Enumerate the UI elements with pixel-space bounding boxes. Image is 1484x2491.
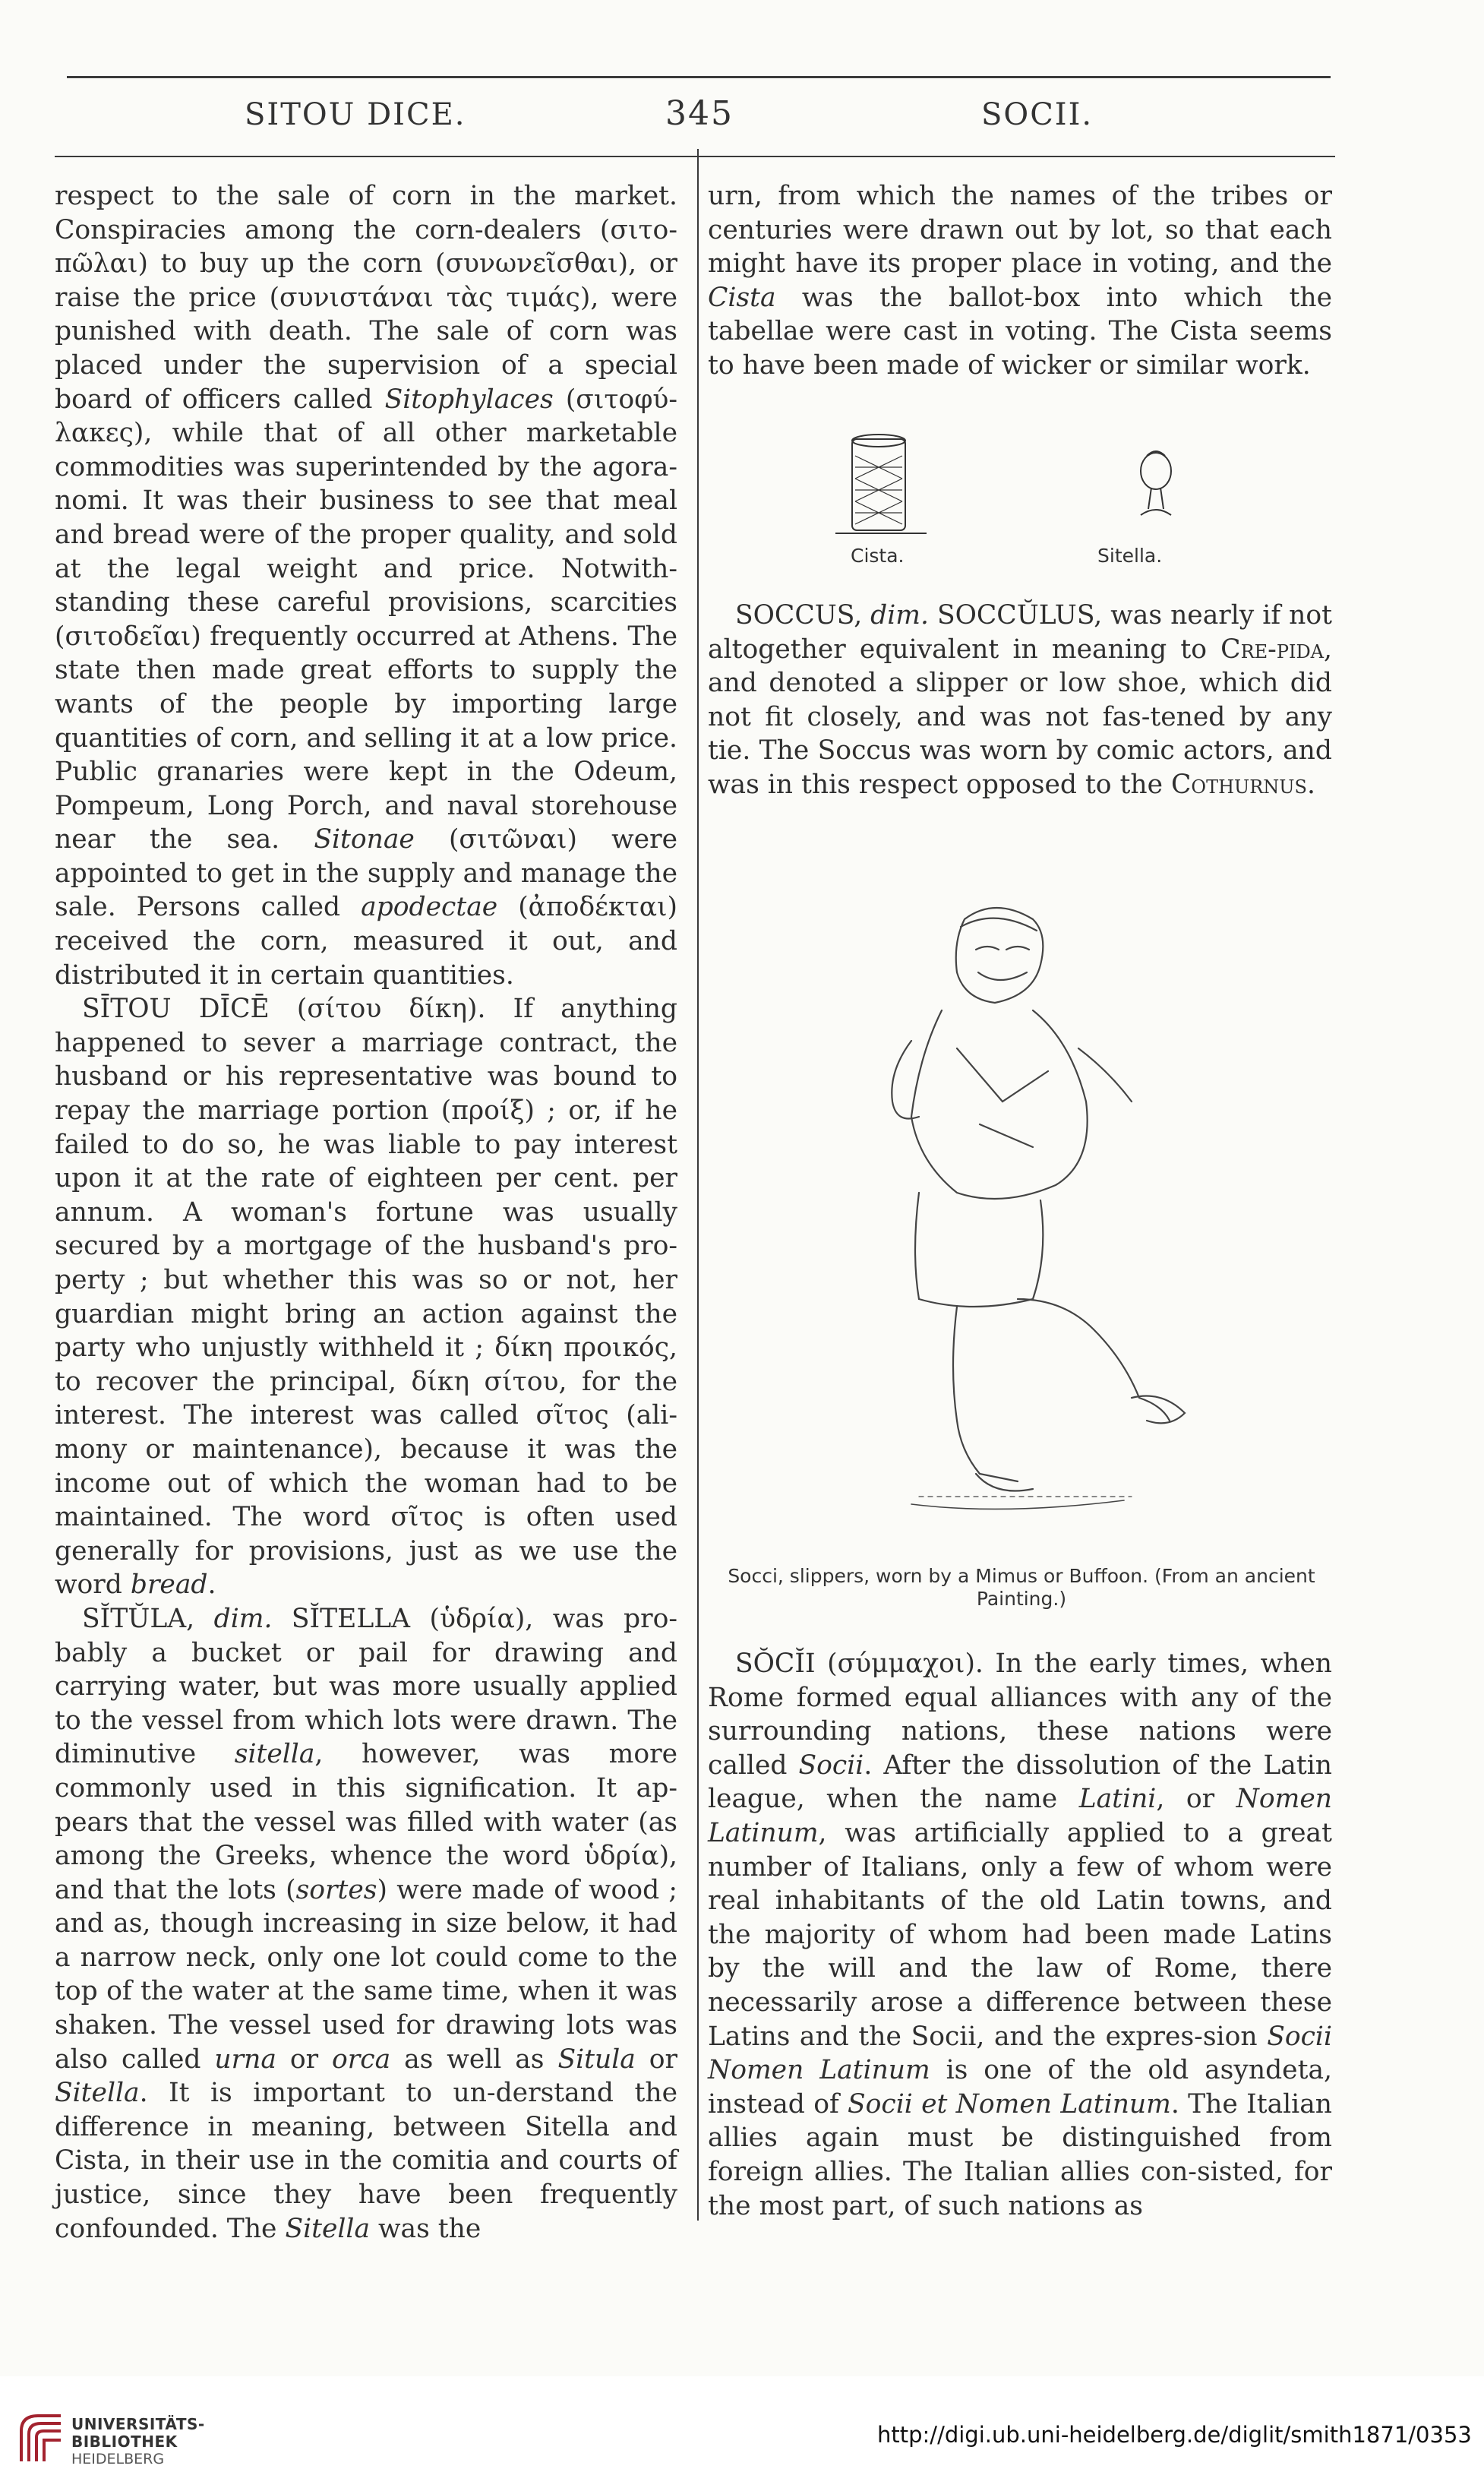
header-rule xyxy=(55,156,1335,157)
left-column xyxy=(55,179,677,2246)
sitella-illustration xyxy=(1141,451,1171,515)
buffoon-figure xyxy=(805,874,1230,1542)
paragraph-corn-market: respect to the sale of corn in the market. Conspiracies among the corn-dealers (σιτο-πῶλαι) to buy up the corn (συνωνεῖσθαι), or raise the price (συνιστάναι τὰς τιμάς), were punished with death. The sale of corn was placed under the supervision of a special board of officers called Sitophylaces (σιτοφύ-λακες), while that of all other marketable commodities was superintended by the agora-nomi. It was their business to see that meal and bread were of the proper quality, and sold at the legal weight and price. Notwith-standing these careful provisions, scarcities (σιτοδεῖαι) frequently occurred at Athens. The state then made great efforts to supply the wants of the people by importing large quantities of corn, and selling it at a low price. Public granaries were kept in the Odeum, Pompeum, Long Porch, and naval storehouse near the sea. Sitonae (σιτῶναι) were appointed to get in the supply and manage the sale. Persons called apodectae (ἀποδέκται) received the corn, measured it out, and distributed it in certain quantities. xyxy=(55,181,677,991)
buffoon-caption: Socci, slippers, worn by a Mimus or Buffoon. (From an ancient Painting.) xyxy=(728,1565,1315,1610)
right-column-soccus xyxy=(708,599,1332,802)
entry-sitou-dice: SĪTOU DĪCĒ (σίτου δίκη). If anything happened to sever a marriage contract, the husband or his representative was bound to repay the marriage portion (προίξ) ; or, if he failed to do so, he was liable to pay interest upon it at the rate of eighteen per cent. per annum. A woman's fortune was usually secured by a mortgage of the husband's pro-perty ; but whether this was so or not, her guardian might bring an action against the party who unjustly withheld it ; δίκη προικός, to recover the principal, δίκη σίτου, for the interest. The interest was called σῖτος (ali-mony or maintenance), because it was the income out of which the woman had to be maintained. The word σῖτος is often used generally for provisions, just as we use the word bread. xyxy=(55,994,677,1601)
buffoon-body xyxy=(911,1010,1088,1199)
library-name: UNIVERSITÄTS- BIBLIOTHEK HEIDELBERG xyxy=(71,2415,205,2467)
paragraph-cista-continued: urn, from which the names of the tribes or centuries were drawn out by lot, so that each might have its proper place in voting, and the Cista was the ballot-box into which the tabellae were cast in voting. The Cista seems to have been made of wicker or similar work. xyxy=(708,181,1332,381)
library-logo-icon xyxy=(15,2408,67,2469)
cista-sitella-figure xyxy=(828,425,1223,570)
running-head-left: SITOU DICE. xyxy=(245,97,466,132)
ground-line xyxy=(911,1500,1124,1509)
entry-socii: SŎCĬI (σύμμαχοι). In the early times, when Rome formed equal alliances with any of the surrounding nations, these nations were called Socii. After the dissolution of the Latin league, when the name Latini, or Nomen Latinum, was artificially applied to a great number of Italians, only a few of whom were real inhabitants of the old Latin towns, and the majority of whom had been made Latins by the will and the law of Rome, there necessarily arose a difference between these Latins and the Socii, and the expres-sion Socii Nomen Latinum is one of the old asyndeta, instead of Socii et Nomen Latinum. The Italian allies again must be distinguished from foreign allies. The Italian allies con-sisted, for the most part, of such nations as xyxy=(708,1649,1332,2221)
cista-label: Cista. xyxy=(851,545,905,567)
buffoon-tunic xyxy=(915,1193,1043,1307)
top-rule xyxy=(67,76,1331,78)
sitella-label: Sitella. xyxy=(1097,545,1163,567)
buffoon-leg-right xyxy=(1018,1299,1170,1421)
column-divider xyxy=(697,149,699,2221)
right-column-top xyxy=(708,179,1332,383)
buffoon-leg-left xyxy=(953,1307,1018,1481)
running-head-right: SOCII. xyxy=(981,97,1094,132)
cista-illustration xyxy=(835,435,927,533)
entry-situla: SĬTŬLA, dim. SĬTELLA (ὑδρία), was pro-bably a bucket or pail for drawing and carrying water, but was more usually applied to the vessel from which lots were drawn. The diminutive sitella, however, was more commonly used in this signification. It ap-pears that the vessel was filled with water (as among the Greeks, whence the word ὑδρία), and that the lots (sortes) were made of wood ; and as, though increasing in size below, it had a narrow neck, only one lot could come to the top of the water at the same time, when it was shaken. The vessel used for drawing lots was also called urna or orca as well as Situla or Sitella. It is important to un-derstand the difference in meaning, between Sitella and Cista, in their use in the comitia and courts of justice, since they have been frequently confounded. The Sitella was the xyxy=(55,1603,678,2244)
source-url-link[interactable]: http://digi.ub.uni-heidelberg.de/diglit/smith1871/0353 xyxy=(877,2422,1472,2448)
right-column-socii xyxy=(708,1647,1332,2223)
entry-soccus: SOCCUS, dim. SOCCŬLUS, was nearly if not altogether equivalent in meaning to Cre-pida, and denoted a slipper or low shoe, which did not fit closely, and was not fas-tened by any tie. The Soccus was worn by comic actors, and was in this respect opposed to the Cothurnus. xyxy=(708,600,1332,800)
page-number: 345 xyxy=(665,94,734,133)
